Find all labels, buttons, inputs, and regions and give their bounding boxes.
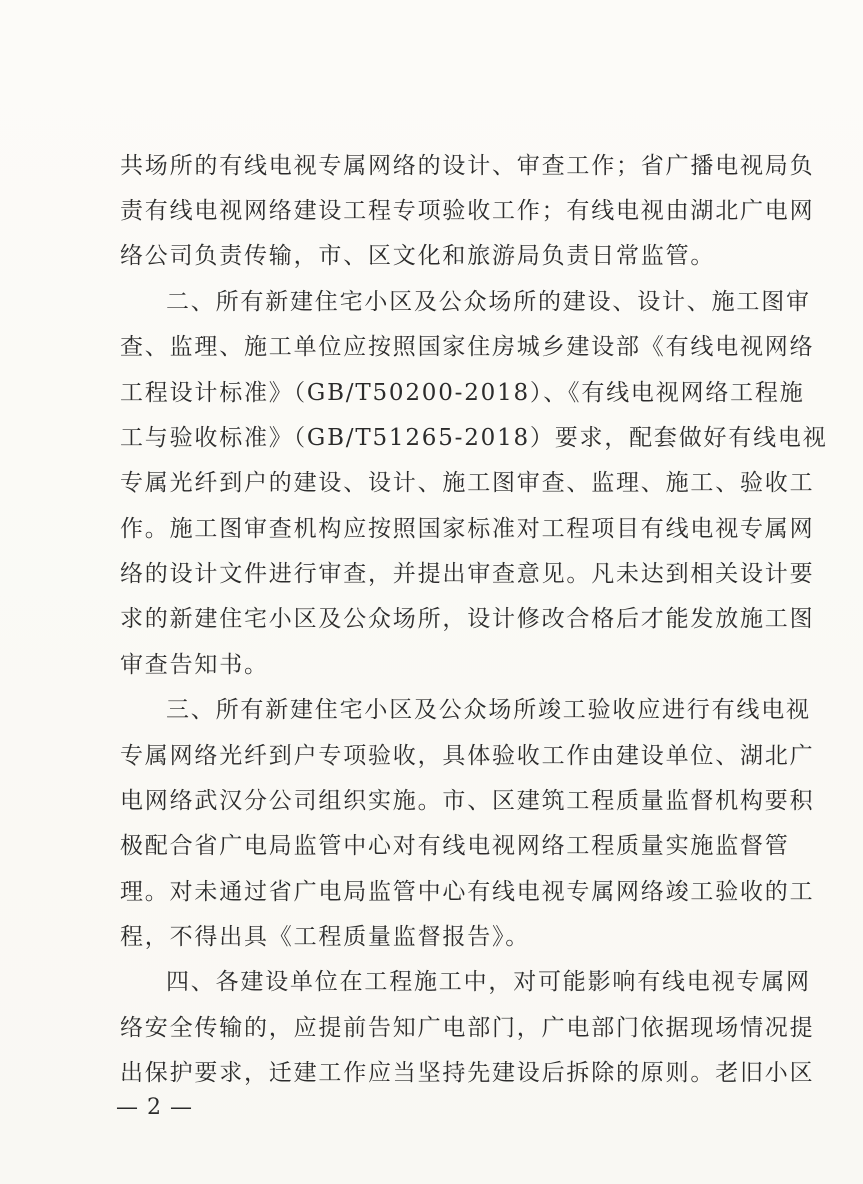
paragraph-2-line: 二、所有新建住宅小区及公众场所的建设、设计、施工图审 <box>166 289 811 315</box>
body-text-line: 专属光纤到户的建设、设计、施工图审查、监理、施工、验收工 <box>120 470 815 496</box>
body-text-line: 络的设计文件进行审查，并提出审查意见。凡未达到相关设计要 <box>120 561 815 587</box>
body-text-line: 络公司负责传输，市、区文化和旅游局负责日常监管。 <box>120 243 716 269</box>
body-text-line: 专属网络光纤到户专项验收，具体验收工作由建设单位、湖北广 <box>120 743 815 769</box>
paragraph-3-line: 三、所有新建住宅小区及公众场所竣工验收应进行有线电视 <box>166 697 811 723</box>
body-text-line: 求的新建住宅小区及公众场所，设计修改合格后才能发放施工图 <box>120 606 815 632</box>
body-text-line: 工与验收标准》（GB/T51265-2018）要求，配套做好有线电视 <box>120 425 828 451</box>
body-text-line: 理。对未通过省广电局监管中心有线电视专属网络竣工验收的工 <box>120 879 815 905</box>
body-text-line: 电网络武汉分公司组织实施。市、区建筑工程质量监督机构要积 <box>120 788 815 814</box>
body-text-line: 极配合省广电局监管中心对有线电视网络工程质量实施监督管 <box>120 833 790 859</box>
body-text-line: 审查告知书。 <box>120 652 269 678</box>
body-text-line: 责有线电视网络建设工程专项验收工作；有线电视由湖北广电网 <box>120 198 815 224</box>
body-text-line: 工程设计标准》（GB/T50200-2018）、《有线电视网络工程施 <box>120 380 805 406</box>
body-text-line: 络安全传输的，应提前告知广电部门，广电部门依据现场情况提 <box>120 1015 815 1041</box>
body-text-line: 出保护要求，迁建工作应当坚持先建设后拆除的原则。老旧小区 <box>120 1060 815 1086</box>
paragraph-4-line: 四、各建设单位在工程施工中，对可能影响有线电视专属网 <box>166 969 811 995</box>
body-text-line: 共场所的有线电视专属网络的设计、审查工作；省广播电视局负 <box>120 153 815 179</box>
body-text-line: 查、监理、施工单位应按照国家住房城乡建设部《有线电视网络 <box>120 334 815 360</box>
page-number: — 2 — <box>116 1095 193 1120</box>
body-text-line: 作。施工图审查机构应按照国家标准对工程项目有线电视专属网 <box>120 516 815 542</box>
body-text-line: 程，不得出具《工程质量监督报告》。 <box>120 924 531 950</box>
